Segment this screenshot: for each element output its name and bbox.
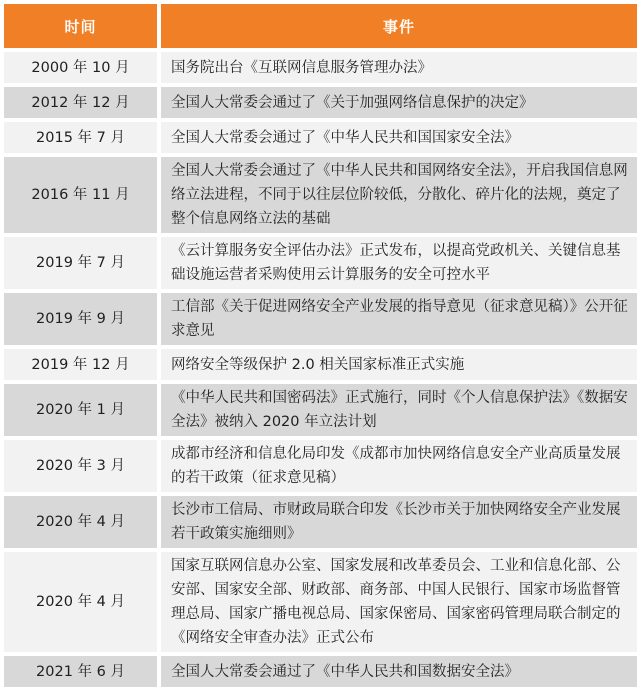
row-event: 全国人大常委会通过了《中华人民共和国国家安全法》 [161,122,637,153]
row-date: 2020 年 1 月 [4,384,157,436]
row-date: 2019 年 9 月 [4,293,157,345]
row-date: 2020 年 4 月 [4,496,157,548]
header-event: 事件 [161,4,637,48]
row-event: 《云计算服务安全评估办法》正式发布，以提高党政机关、关键信息基础设施运营者采购使用云计算服务的安全可控水平 [161,237,637,289]
row-event: 全国人大常委会通过了《中华人民共和国网络安全法》，开启我国信息网络立法进程，不同于以往层位阶较低，分散化、碎片化的法规，奠定了整个信息网络立法的基础 [161,157,637,233]
header-time: 时间 [4,4,157,48]
row-event: 国务院出台《互联网信息服务管理办法》 [161,52,637,83]
row-event: 成都市经济和信息化局印发《成都市加快网络信息安全产业高质量发展的若干政策（征求意见稿） [161,440,637,492]
row-date: 2016 年 11 月 [4,157,157,233]
row-date: 2020 年 3 月 [4,440,157,492]
row-date: 2000 年 10 月 [4,52,157,83]
row-event: 全国人大常委会通过了《中华人民共和国数据安全法》 [161,656,637,687]
row-event: 网络安全等级保护 2.0 相关国家标准正式实施 [161,349,637,380]
row-event: 全国人大常委会通过了《关于加强网络信息保护的决定》 [161,87,637,118]
row-event: 国家互联网信息办公室、国家发展和改革委员会、工业和信息化部、公安部、国家安全部、财政部、商务部、中国人民银行、国家市场监督管理总局、国家广播电视总局、国家保密局、国家密码管理局联合制定的《网络安全审查办法》正式公布 [161,552,637,652]
events-table [4,4,637,687]
row-date: 2012 年 12 月 [4,87,157,118]
row-date: 2015 年 7 月 [4,122,157,153]
row-date: 2019 年 12 月 [4,349,157,380]
row-event: 长沙市工信局、市财政局联合印发《长沙市关于加快网络安全产业发展若干政策实施细则》 [161,496,637,548]
row-event: 《中华人民共和国密码法》正式施行，同时《个人信息保护法》《数据安全法》被纳入 2020 年立法计划 [161,384,637,436]
row-date: 2021 年 6 月 [4,656,157,687]
row-date: 2020 年 4 月 [4,552,157,652]
row-date: 2019 年 7 月 [4,237,157,289]
row-event: 工信部《关于促进网络安全产业发展的指导意见（征求意见稿）》公开征求意见 [161,293,637,345]
